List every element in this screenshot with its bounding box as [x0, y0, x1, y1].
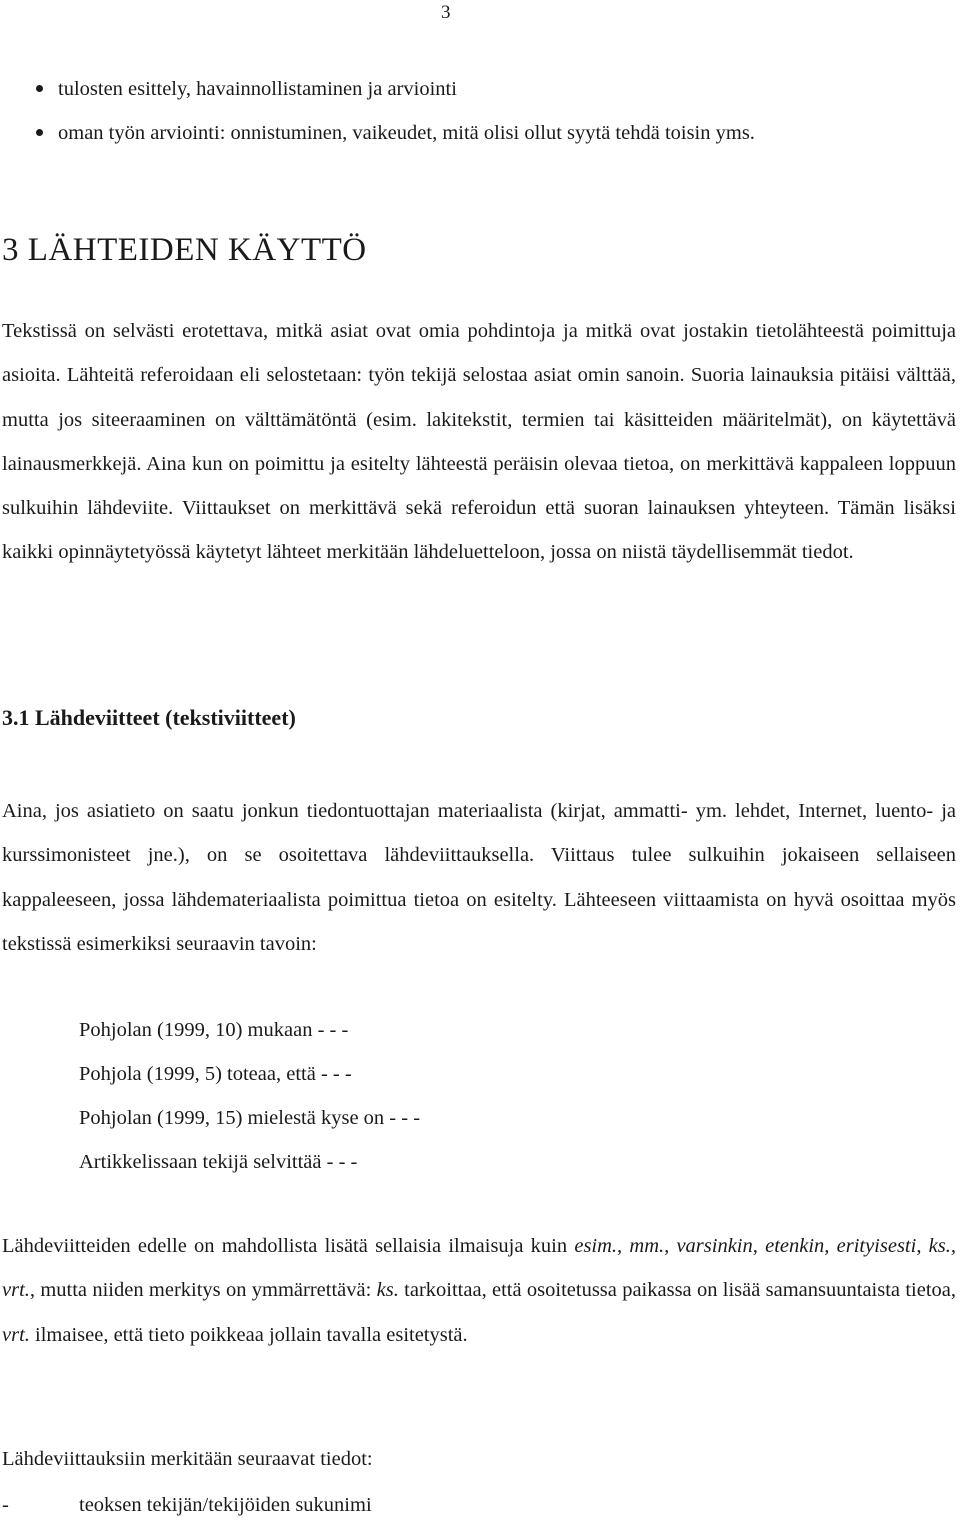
citation-example: Pohjolan (1999, 10) mukaan - - -	[79, 1019, 349, 1041]
abbreviation-note	[2, 1224, 956, 1357]
note-text: tarkoittaa, että osoitetussa paikassa on lisää samansuuntaista tietoa,	[398, 1279, 957, 1302]
list-item	[2, 1489, 372, 1521]
subsection-paragraph: Aina, jos asiatieto on saatu jonkun tiedontuottajan materiaalista (kirjat, ammatti- ym. lehdet, Internet, luento- ja kurssimonisteet jne.), on se osoitettava lähdeviittauksella. Viittaus tulee sulkuihin jokaiseen sellaiseen kappaleeseen, jossa lähdemateriaalista poimittua tietoa on esitelty. Lähteeseen viittaamista on hyvä osoittaa myös tekstissä esimerkiksi seuraavin tavoin:	[2, 800, 956, 955]
section-heading: 3 LÄHTEIDEN KÄYTTÖ	[2, 232, 367, 268]
note-italic-vrt: vrt.	[2, 1323, 30, 1346]
list-item	[36, 117, 936, 161]
note-text: Lähdeviitteiden edelle on mahdollista lisätä sellaisia ilmaisuja kuin	[2, 1235, 575, 1257]
subsection-heading: 3.1 Lähdeviitteet (tekstiviitteet)	[2, 705, 296, 730]
page-number: 3	[441, 2, 451, 23]
citation-examples	[79, 1008, 420, 1184]
bullet-text: oman työn arviointi: onnistuminen, vaikeudet, mitä olisi ollut syytä tehdä toisin yms.	[58, 122, 755, 144]
note-text: ilmaisee, että tieto poikkeaa jollain tavalla esitetystä.	[29, 1323, 468, 1346]
citation-example: Artikkelissaan tekijä selvittää - - -	[79, 1151, 358, 1173]
citation-example: Pohjolan (1999, 15) mielestä kyse on - - -	[79, 1107, 421, 1129]
citation-example: Pohjola (1999, 5) toteaa, että - - -	[79, 1063, 352, 1085]
bullet-text: tulosten esittely, havainnollistaminen ja arviointi	[58, 78, 457, 100]
list-item	[36, 73, 936, 117]
note-italic-ks: ks.	[376, 1279, 399, 1302]
bullet-list	[36, 73, 936, 161]
dash-marker: -	[2, 1494, 9, 1516]
note-italic-terms: esim., mm., varsinkin, etenkin, erityisesti, ks., vrt.	[2, 1235, 956, 1302]
bullet-icon	[36, 85, 43, 92]
note-text: , mutta niiden merkitys on ymmärrettävä:	[29, 1279, 377, 1302]
section-paragraph: Tekstissä on selvästi erotettava, mitkä asiat ovat omia pohdintoja ja mitkä ovat jostakin tietolähteestä poimittuja asioita. Lähteitä referoidaan eli selostetaan: työn tekijä selostaa asiat omin sanoin. Suoria lainauksia pitäisi välttää, mutta jos siteeraaminen on välttämätöntä (esim. lakitekstit, termien tai käsitteiden määritelmät), on käytettävä lainausmerkkejä. Aina kun on poimittu ja esitelty lähteestä peräisin olevaa tietoa, on merkittävä kappaleen loppuun sulkuihin lähdeviite. Viittaukset on merkittävä sekä referoidun että suoran lainauksen yhteyteen. Tämän lisäksi kaikki opinnäytetyössä käytetyt lähteet merkitään lähdeluetteloon, jossa on niistä täydellisemmät tiedot.	[2, 320, 956, 564]
bullet-icon	[36, 129, 43, 136]
info-heading: Lähdeviittauksiin merkitään seuraavat tiedot:	[2, 1448, 373, 1470]
list-item-text: teoksen tekijän/tekijöiden sukunimi	[79, 1494, 372, 1516]
